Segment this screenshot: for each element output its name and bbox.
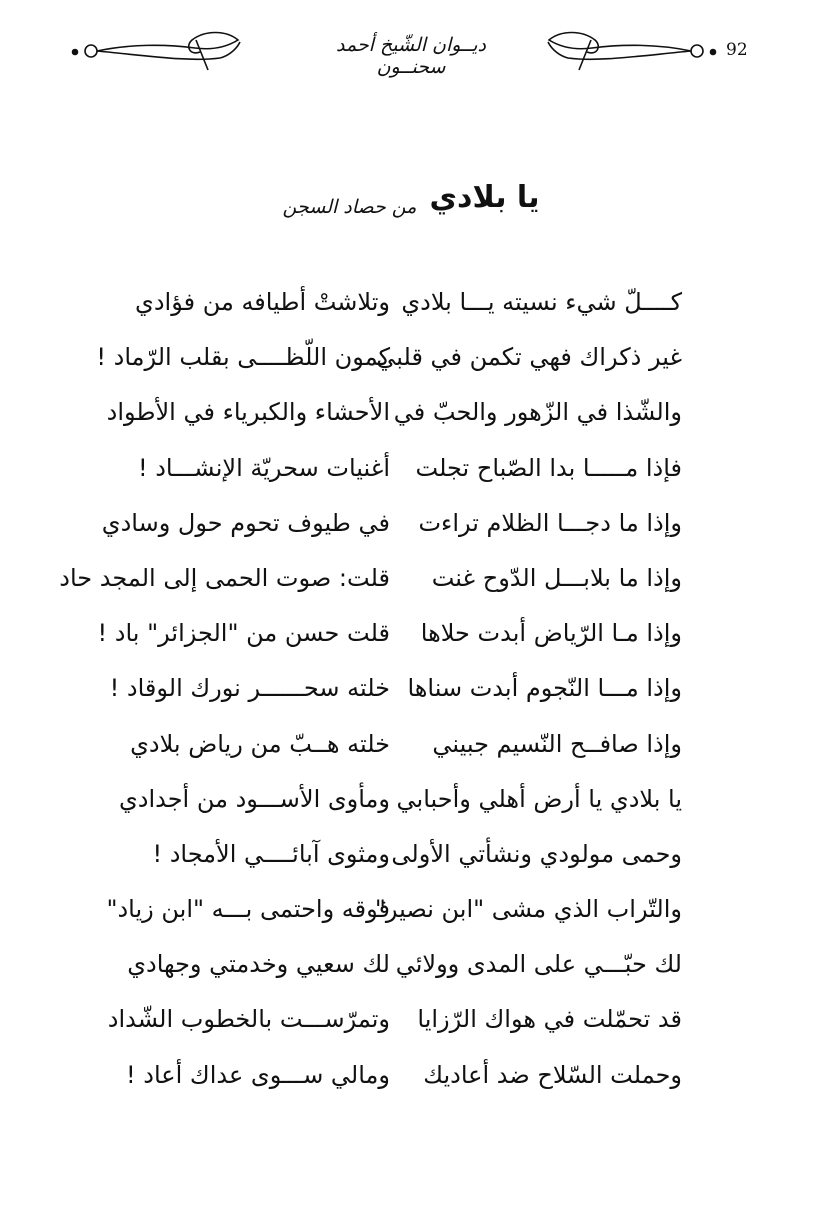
verse-first-hemistich: وإذا مـا الرّياض أبدت حلاها: [420, 619, 682, 648]
verse: [0, 722, 822, 777]
verse-first-hemistich: وحمى مولودي ونشأتي الأولى: [391, 839, 682, 868]
verse-second-hemistich: الأحشاء والكبرياء في الأطواد: [106, 398, 390, 427]
verse-second-hemistich: لك سعيي وخدمتي وجهادي: [127, 950, 390, 979]
verse-first-hemistich: وإذا ما بلابـــل الدّوح غنت: [431, 563, 682, 592]
verse-second-hemistich: خلته سحــــــر نورك الوقاد !: [109, 674, 390, 703]
verse-second-hemistich: ومثوى آبائــــي الأمجاد !: [152, 839, 390, 868]
verse: [0, 390, 822, 445]
verse: [0, 887, 822, 942]
verse-second-hemistich: قلت: صوت الحمى إلى المجد حاد: [59, 563, 390, 592]
verse-first-hemistich: وإذا مـــا النّجوم أبدت سناها: [407, 674, 682, 703]
verse-first-hemistich: والتّراب الذي مشى "ابن نصير": [374, 895, 682, 924]
verse-second-hemistich: في طيوف تحوم حول وسادي: [101, 508, 390, 537]
verse: [0, 997, 822, 1052]
verse-second-hemistich: أغنيات سحريّة الإنشـــاد !: [137, 453, 390, 482]
verse: [0, 501, 822, 556]
verse-first-hemistich: والشّذا في الزّهور والحبّ في: [393, 398, 682, 427]
verse-second-hemistich: خلته هــبّ من رياض بلادي: [130, 729, 390, 758]
verse: [0, 280, 822, 335]
poem-body: [0, 280, 822, 1108]
verse-first-hemistich: وإذا ما دجـــا الظلام تراءت: [418, 508, 682, 537]
verse-second-hemistich: وتمرّســـت بالخطوب الشّداد: [107, 1005, 390, 1034]
verse: [0, 666, 822, 721]
verse: [0, 335, 822, 390]
verse-second-hemistich: كمون اللّظــــى بقلب الرّماد !: [96, 343, 390, 372]
verse-second-hemistich: ومالي ســـوى عداك أعاد !: [126, 1060, 390, 1089]
verse-second-hemistich: قلت حسن من "الجزائر" باد !: [97, 619, 390, 648]
verse: [0, 556, 822, 611]
verse-second-hemistich: ومأوى الأســـود من أجدادي: [118, 784, 390, 813]
verse-first-hemistich: قد تحمّلت في هواك الرّزايا: [417, 1005, 682, 1034]
verse-first-hemistich: يا بلادي يا أرض أهلي وأحبابي: [396, 784, 682, 813]
verse-first-hemistich: كــــلّ شيء نسيته يـــا بلادي: [401, 288, 682, 316]
poem-heading: [0, 180, 822, 218]
page-number: 92: [726, 40, 748, 60]
verse: [0, 942, 822, 997]
poem-subtitle: من حصاد السجن: [282, 196, 417, 218]
poem-title: يا بلادي: [429, 180, 540, 215]
verse-first-hemistich: لك حبّـــي على المدى وولائي: [395, 950, 682, 979]
verse-first-hemistich: فإذا مـــــا بدا الصّباح تجلت: [415, 453, 682, 482]
verse: [0, 446, 822, 501]
page-header: [0, 0, 822, 100]
running-title: ديــوان الشّيخ أحمد سحنــون: [335, 34, 486, 78]
verse: [0, 777, 822, 832]
verse-second-hemistich: فوقه واحتمى بـــه "ابن زياد": [106, 895, 390, 924]
verse: [0, 832, 822, 887]
verse-first-hemistich: غير ذكراك فهي تكمن في قلبي: [376, 343, 682, 372]
verse-first-hemistich: وإذا صافــح النّسيم جبيني: [432, 729, 682, 758]
verse-second-hemistich: وتلاشتْ أطيافه من فؤادي: [135, 288, 390, 316]
verse: [0, 611, 822, 666]
verse: [0, 1053, 822, 1108]
verse-first-hemistich: وحملت السّلاح ضد أعاديك: [423, 1060, 682, 1089]
